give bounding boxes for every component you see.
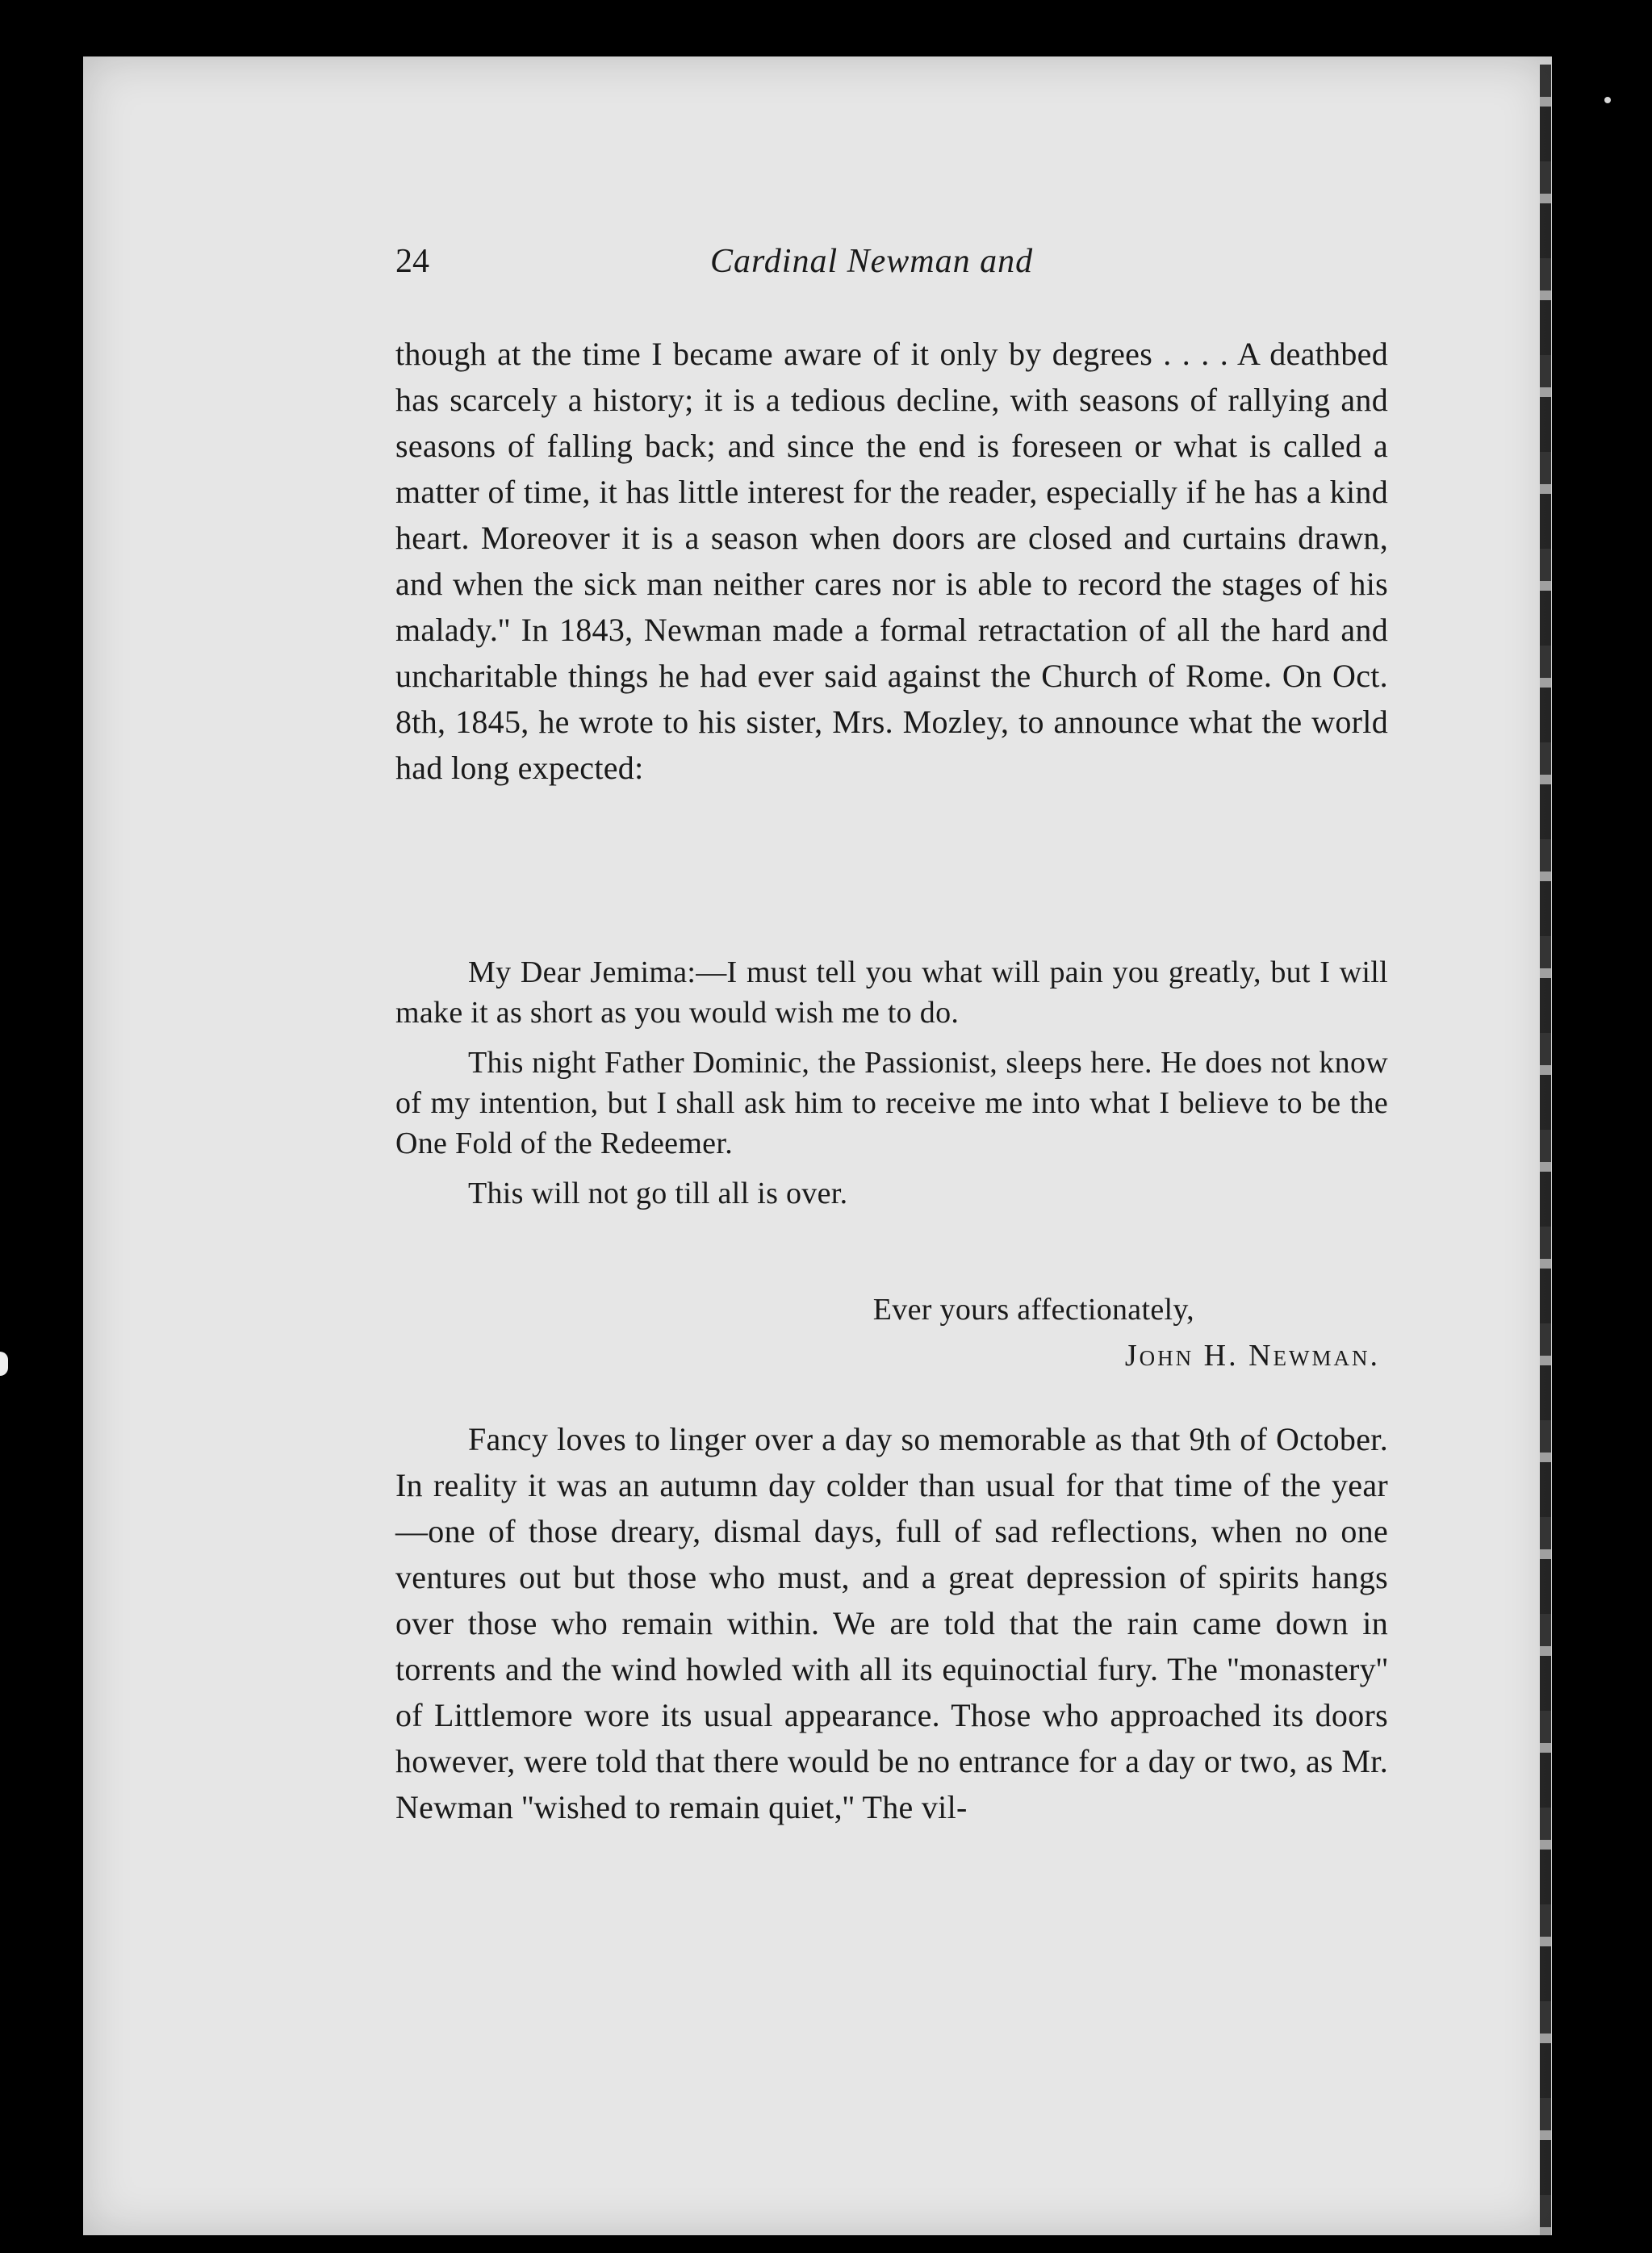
scan-dot <box>1604 97 1611 103</box>
page-edge <box>1540 65 1551 2235</box>
closing-line: Ever yours affectionately, <box>872 1293 1194 1327</box>
body-paragraph-1: though at the time I became aware of it only by degrees . . . . A deathbed has scarcely a history; it is a tedious decline, with seasons of rallying and seasons of falling back; and since the end is foreseen or what is called a matter of time, it has little interest for the reader, especially if he has a kind heart. Moreover it is a season when doors are closed and curtains drawn, and when the sick man neither cares nor is able to record the stages of his malady.'' In 1843, Newman made a formal retractation of all the hard and uncharitable things he had ever said against the Church of Rome. On Oct. 8th, 1845, he wrote to his sister, Mrs. Mozley, to announce what the world had long expected: <box>395 336 1388 786</box>
page-header <box>395 242 1388 299</box>
quoted-letter <box>395 952 1388 1223</box>
body-paragraph-2: Fancy loves to linger over a day so memorable as that 9th of October. In reality it was an autumn day colder than usual for that time of the year—one of those dreary, dismal days, full of sad reflections, when no one ventures out but those who must, and a great depression of spirits hangs over those who remain within. We are told that the rain came down in torrents and the wind howled with all its equinoctial fury. The ''monastery'' of Littlemore wore its usual appearance. Those who approached its doors however, were told that there would be no entrance for a day or two, as Mr. Newman ''wished to remain quiet,'' The vil- <box>395 1421 1388 1825</box>
page-number: 24 <box>395 243 429 280</box>
letter-closing <box>395 1287 1388 1379</box>
letter-paragraph-1: My Dear Jemima:—I must tell you what will pain you greatly, but I will make it as short as you would wish me to do. <box>395 955 1388 1030</box>
signature: John H. Newman. <box>1124 1339 1380 1373</box>
running-title: Cardinal Newman and <box>710 243 1034 280</box>
letter-paragraph-3: This will not go till all is over. <box>468 1177 848 1210</box>
scan-mark <box>0 1352 8 1376</box>
letter-paragraph-2: This night Father Dominic, the Passionist, sleeps here. He does not know of my intention, but I shall ask him to receive me into what I believe to be the One Fold of the Redeemer. <box>395 1046 1388 1160</box>
